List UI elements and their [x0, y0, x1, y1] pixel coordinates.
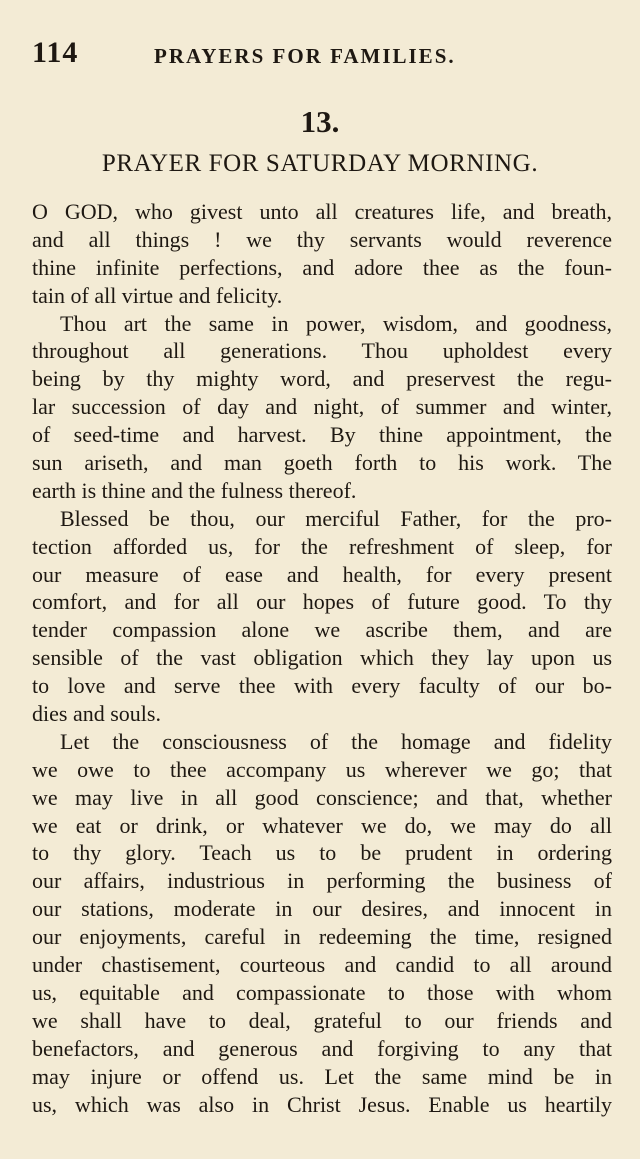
text-line: Blessed be thou, our merciful Father, for the pro-: [60, 505, 612, 531]
prayer-number: 13.: [300, 104, 340, 139]
text-line: our stations, moderate in our desires, and innocent in: [32, 896, 612, 922]
text-line: thine infinite perfections, and adore thee as the foun-: [32, 254, 612, 280]
text-line: and all things ! we thy servants would reverence: [32, 226, 612, 252]
text-line: throughout all generations. Thou upholdest every: [32, 338, 612, 364]
text-line: being by thy mighty word, and preservest the regu-: [32, 366, 612, 392]
text-line: benefactors, and generous and forgiving to any that: [32, 1035, 612, 1061]
text-line: Thou art the same in power, wisdom, and goodness,: [60, 310, 612, 336]
text-line: may injure or offend us. Let the same mind be in: [32, 1063, 612, 1089]
text-line: we owe to thee accompany us wherever we go; that: [32, 756, 612, 782]
running-head: [32, 36, 592, 76]
text-line: sensible of the vast obligation which they lay upon us: [32, 645, 612, 671]
text-line: earth is thine and the fulness thereof.: [32, 477, 357, 503]
text-line: tain of all virtue and felicity.: [32, 282, 283, 308]
running-head-title: PRAYERS FOR FAMILIES.: [154, 44, 456, 68]
text-line: us, equitable and compassionate to those with whom: [32, 979, 612, 1005]
text-line: under chastisement, courteous and candid to all around: [32, 952, 612, 978]
text-line: our enjoyments, careful in redeeming the time, resigned: [32, 924, 612, 950]
text-line: lar succession of day and night, of summer and winter,: [32, 394, 612, 420]
text-line: our affairs, industrious in performing the business of: [32, 868, 612, 894]
text-line: we may live in all good conscience; and that, whether: [32, 784, 612, 810]
prayer-body: [32, 198, 612, 1118]
prayer-title: PRAYER FOR SATURDAY MORNING.: [101, 150, 539, 177]
text-line: tender compassion alone we ascribe them, and are: [32, 617, 612, 643]
text-line: tection afforded us, for the refreshment of sleep, for: [32, 533, 612, 559]
text-line: we shall have to deal, grateful to our friends and: [32, 1007, 612, 1033]
text-line: of seed-time and harvest. By thine appointment, the: [32, 422, 612, 448]
text-line: to love and serve thee with every faculty of our bo-: [32, 673, 612, 699]
text-line: comfort, and for all our hopes of future good. To thy: [32, 589, 612, 615]
text-line: sun ariseth, and man goeth forth to his work. The: [32, 450, 612, 476]
text-line: to thy glory. Teach us to be prudent in ordering: [32, 840, 612, 866]
text-line: we eat or drink, or whatever we do, we may do all: [32, 812, 612, 838]
text-line: our measure of ease and health, for every present: [32, 561, 612, 587]
text-line: O GOD, who givest unto all creatures life, and breath,: [32, 199, 612, 224]
text-line: Let the consciousness of the homage and fidelity: [60, 728, 612, 754]
text-line: us, which was also in Christ Jesus. Enable us heartily: [32, 1091, 612, 1117]
page-number: 114: [32, 36, 79, 69]
text-line: dies and souls.: [32, 701, 161, 727]
